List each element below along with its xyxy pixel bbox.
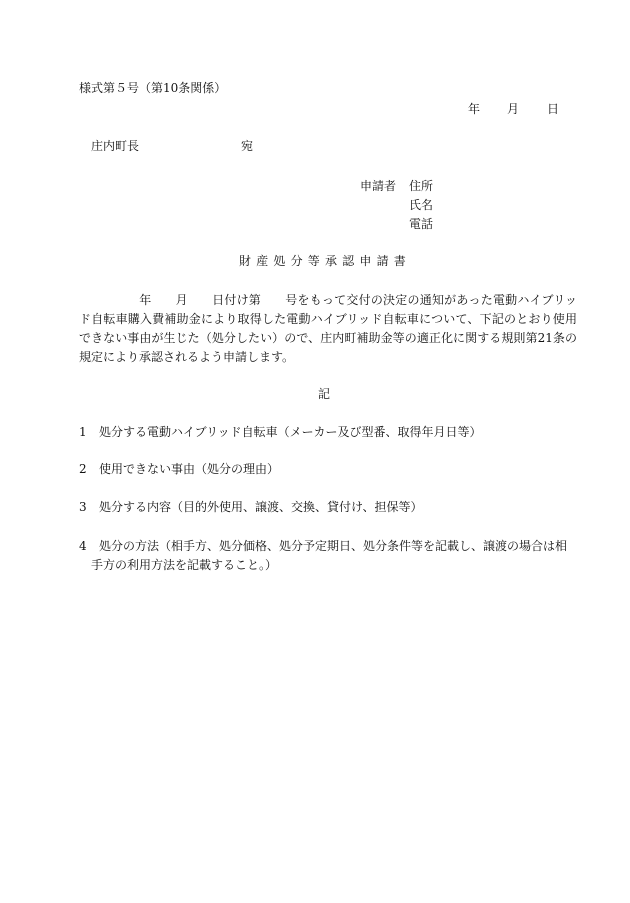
applicant-name-label: 氏名 — [409, 198, 434, 212]
list-item — [79, 537, 577, 575]
recipient-line — [91, 138, 253, 154]
item-number: 3 — [79, 500, 87, 514]
document-title: 財産処分等承認申請書 — [239, 254, 412, 268]
item-text: 使用できない事由（処分の理由） — [99, 462, 280, 476]
body-paragraph — [79, 291, 577, 367]
date-month: 月 — [507, 102, 520, 116]
body-part-day: 日付け第 — [211, 293, 262, 307]
ki-heading: 記 — [318, 387, 331, 401]
list-item — [79, 461, 279, 477]
item-text: 処分する電動ハイブリッド自転車（メーカー及び型番、取得年月日等） — [99, 425, 482, 439]
item-number: 1 — [79, 425, 87, 439]
item-text: 処分する内容（目的外使用、譲渡、交換、貸付け、担保等） — [99, 500, 423, 514]
item-number: 4 — [79, 539, 87, 553]
applicant-phone-label: 電話 — [409, 217, 434, 231]
body-part-year: 年 — [139, 293, 152, 307]
applicant-label: 申請者 — [360, 179, 397, 193]
date-year: 年 — [468, 102, 481, 116]
body-part-month: 月 — [175, 293, 188, 307]
form-number: 様式第５号（第10条関係） — [79, 81, 227, 95]
list-item — [79, 424, 481, 440]
item-text-line1: 処分の方法（相手方、処分価格、処分予定期日、処分条件等を記載し、譲渡の場合は相 — [99, 539, 568, 553]
applicant-address-label: 住所 — [409, 179, 434, 193]
item-number: 2 — [79, 462, 87, 476]
date-day: 日 — [547, 102, 560, 116]
date-line — [468, 101, 559, 117]
item-text-line2: 手方の利用方法を記載すること。） — [91, 558, 278, 572]
recipient-addressee: 宛 — [241, 139, 254, 153]
list-item — [79, 499, 423, 515]
recipient-name: 庄内町長 — [91, 139, 140, 153]
body-part-main: 号をもって交付の決定の通知があった電動ハイブリッド自転車購入費補助金により取得した電動ハイブリッド自転車について、下記のとおり使用できない事由が生じた（処分したい）ので、庄内町補助金等の適正化に関する規則第21条の規定により承認されるよう申請します。 — [79, 293, 577, 364]
